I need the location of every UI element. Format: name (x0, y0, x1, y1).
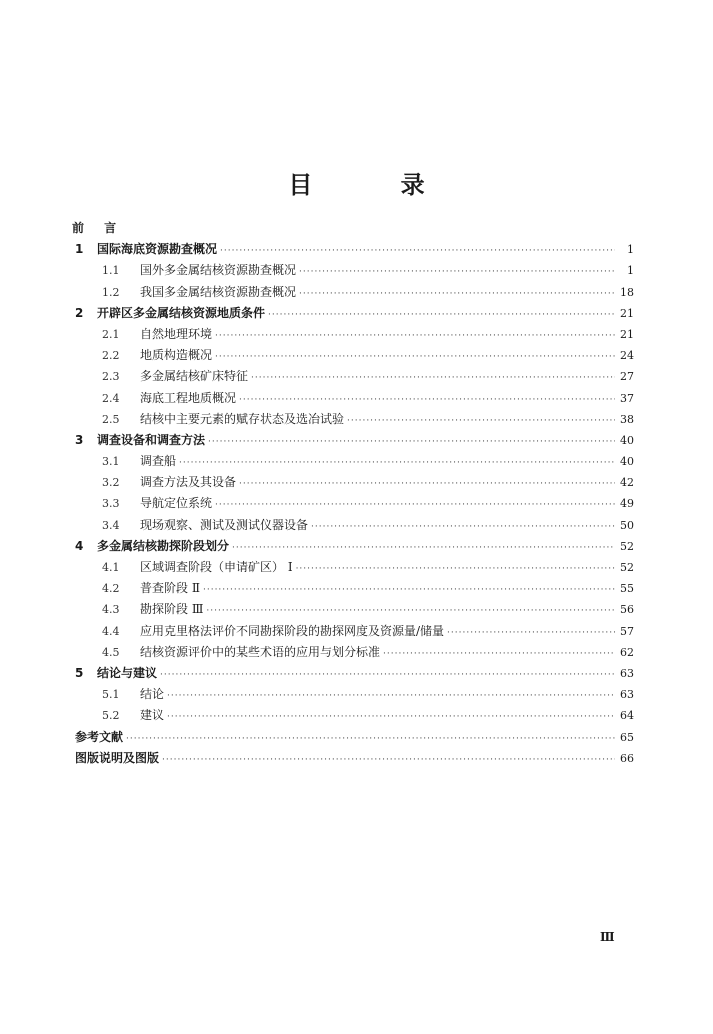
toc-dot-leader (179, 453, 615, 474)
toc-entry (72, 536, 634, 557)
toc-entry-label: 结论与建议 (97, 665, 158, 680)
toc-entry-label: 勘探阶段 Ⅲ (140, 602, 204, 617)
toc-entry-number: 2.1 (102, 327, 120, 341)
toc-entry-label: 调查方法及其设备 (140, 475, 237, 490)
toc-entry-page: 21 (620, 306, 634, 320)
toc-entry-number: 1 (75, 242, 84, 257)
toc-entry-number: 4.2 (102, 582, 120, 596)
toc-entry-number: 2.4 (102, 391, 120, 405)
toc-entry-page: 55 (620, 582, 634, 596)
toc-dot-leader (299, 262, 615, 283)
toc-dot-leader (383, 644, 615, 665)
toc-entry (72, 578, 634, 599)
toc-entry-page: 65 (620, 730, 634, 744)
toc-dot-leader (167, 707, 615, 728)
toc-dot-leader (311, 517, 615, 538)
toc-entry (72, 642, 634, 663)
toc-entry-label: 区域调查阶段（申请矿区） I (140, 560, 293, 574)
toc-entry-number: 4.5 (102, 645, 120, 659)
toc-dot-leader (162, 750, 615, 771)
toc-dot-leader (251, 368, 615, 389)
toc-entry-page: 63 (620, 688, 634, 702)
toc-entry-label: 国外多金属结核资源勘查概况 (140, 263, 297, 278)
toc-entry (72, 282, 634, 303)
toc-entry-page: 52 (620, 539, 634, 553)
toc-entry (72, 705, 634, 726)
toc-entry-label: 图版说明及图版 (75, 750, 160, 765)
toc-entry-page: 27 (620, 370, 634, 384)
toc-entry-number: 1.1 (102, 264, 120, 278)
toc-entry-number: 3.3 (102, 497, 120, 511)
toc-entry-label: 普查阶段 Ⅱ (140, 581, 200, 596)
toc-entry-label: 自然地理环境 (140, 326, 213, 341)
toc-entry (72, 748, 634, 769)
toc-entry-page: 64 (620, 709, 634, 723)
toc-entry-number: 4.3 (102, 603, 120, 617)
toc-entry-page: 1 (627, 264, 634, 278)
toc-entry-label: 结核中主要元素的赋存状态及选冶试验 (140, 411, 345, 426)
toc-entry (72, 345, 634, 366)
toc-entry (72, 324, 634, 345)
toc-entry-label: 多金属结核勘探阶段划分 (97, 538, 230, 553)
toc-dot-leader (215, 347, 615, 368)
toc-entry-page: 1 (627, 243, 634, 257)
toc-entry (72, 621, 634, 642)
toc-entry-page: 57 (620, 624, 634, 638)
toc-entry-page: 38 (620, 412, 634, 426)
toc-entry-label: 导航定位系统 (140, 496, 213, 511)
toc-dot-leader (232, 538, 615, 559)
toc-entry-page: 62 (620, 645, 634, 659)
toc-dot-leader (160, 665, 615, 686)
toc-dot-leader (126, 729, 615, 750)
toc-entry-page: 21 (620, 327, 634, 341)
table-of-contents (72, 218, 634, 769)
toc-entry-label: 参考文献 (75, 729, 124, 744)
toc-entry-number: 4.4 (102, 624, 120, 638)
toc-dot-leader (299, 284, 615, 305)
toc-entry (72, 409, 634, 430)
toc-entry (72, 684, 634, 705)
toc-entry-page: 56 (620, 603, 634, 617)
toc-entry-label: 多金属结核矿床特征 (140, 369, 249, 384)
toc-dot-leader (220, 241, 615, 262)
toc-entry-label: 建议 (140, 708, 165, 723)
toc-entry-number: 4.1 (102, 561, 120, 574)
toc-dot-leader (268, 305, 615, 326)
page-folio: Ⅲ (600, 930, 615, 944)
toc-entry (72, 303, 634, 324)
toc-entry-label: 开辟区多金属结核资源地质条件 (97, 305, 266, 320)
toc-entry-number: 5.1 (102, 688, 120, 702)
toc-entry-page: 52 (620, 561, 634, 574)
toc-entry (72, 451, 634, 472)
toc-entry-number: 2.2 (102, 349, 120, 363)
page-title: 目 录 (288, 171, 465, 199)
toc-preface-label: 前 言 (72, 221, 125, 235)
toc-entry-label: 现场观察、测试及测试仪器设备 (140, 517, 309, 532)
toc-entry-number: 4 (75, 538, 84, 553)
toc-entry (72, 493, 634, 514)
toc-entry-label: 调查船 (140, 454, 177, 469)
toc-entry-page: 24 (620, 349, 634, 363)
toc-entry-label: 地质构造概况 (140, 348, 213, 363)
toc-dot-leader (239, 390, 615, 411)
toc-entry (72, 366, 634, 387)
toc-entry-number: 2 (75, 305, 84, 320)
toc-entry-page: 18 (620, 285, 634, 299)
toc-dot-leader (347, 411, 615, 432)
toc-entry (72, 727, 634, 748)
toc-entry-number: 3.1 (102, 455, 120, 469)
toc-entry-page: 37 (620, 391, 634, 405)
toc-entry-page: 40 (620, 455, 634, 469)
toc-entry-page: 66 (620, 751, 634, 765)
toc-entry-label: 国际海底资源勘查概况 (97, 242, 218, 257)
toc-entry-label: 调查设备和调查方法 (97, 432, 206, 447)
toc-entry-label: 结核资源评价中的某些术语的应用与划分标准 (140, 644, 381, 659)
toc-entry-label: 海底工程地质概况 (140, 390, 237, 405)
toc-entry-page: 63 (620, 666, 634, 680)
toc-dot-leader (167, 686, 615, 707)
toc-entry (72, 260, 634, 281)
toc-entry-page: 50 (620, 518, 634, 532)
toc-entry-page: 49 (620, 497, 634, 511)
toc-entry-number: 1.2 (102, 285, 120, 299)
toc-dot-leader (296, 559, 615, 580)
toc-entry-number: 5 (75, 665, 84, 680)
toc-dot-leader (206, 601, 615, 622)
toc-entry-label: 应用克里格法评价不同勘探阶段的勘探网度及资源量/储量 (140, 623, 445, 638)
toc-dot-leader (239, 474, 615, 495)
toc-entry-number: 2.5 (102, 412, 120, 426)
toc-entry-number: 5.2 (102, 709, 120, 723)
toc-dot-leader (215, 495, 615, 516)
toc-entry (72, 472, 634, 493)
toc-entry (72, 663, 634, 684)
toc-dot-leader (447, 623, 615, 644)
toc-entry (72, 388, 634, 409)
toc-entry-label: 结论 (140, 687, 165, 702)
toc-entry (72, 239, 634, 260)
toc-entry-number: 3.4 (102, 518, 120, 532)
toc-entry-number: 2.3 (102, 370, 120, 384)
toc-dot-leader (215, 326, 615, 347)
toc-entry (72, 557, 634, 578)
toc-entry (72, 430, 634, 451)
toc-entry-label: 我国多金属结核资源勘查概况 (140, 284, 297, 299)
toc-preface (72, 218, 634, 239)
toc-entries (72, 239, 634, 769)
toc-dot-leader (203, 580, 615, 601)
toc-entry (72, 599, 634, 620)
toc-dot-leader (208, 432, 615, 453)
toc-entry-page: 40 (620, 433, 634, 447)
toc-entry (72, 515, 634, 536)
toc-entry-page: 42 (620, 476, 634, 490)
toc-entry-number: 3 (75, 432, 84, 447)
toc-entry-number: 3.2 (102, 476, 120, 490)
